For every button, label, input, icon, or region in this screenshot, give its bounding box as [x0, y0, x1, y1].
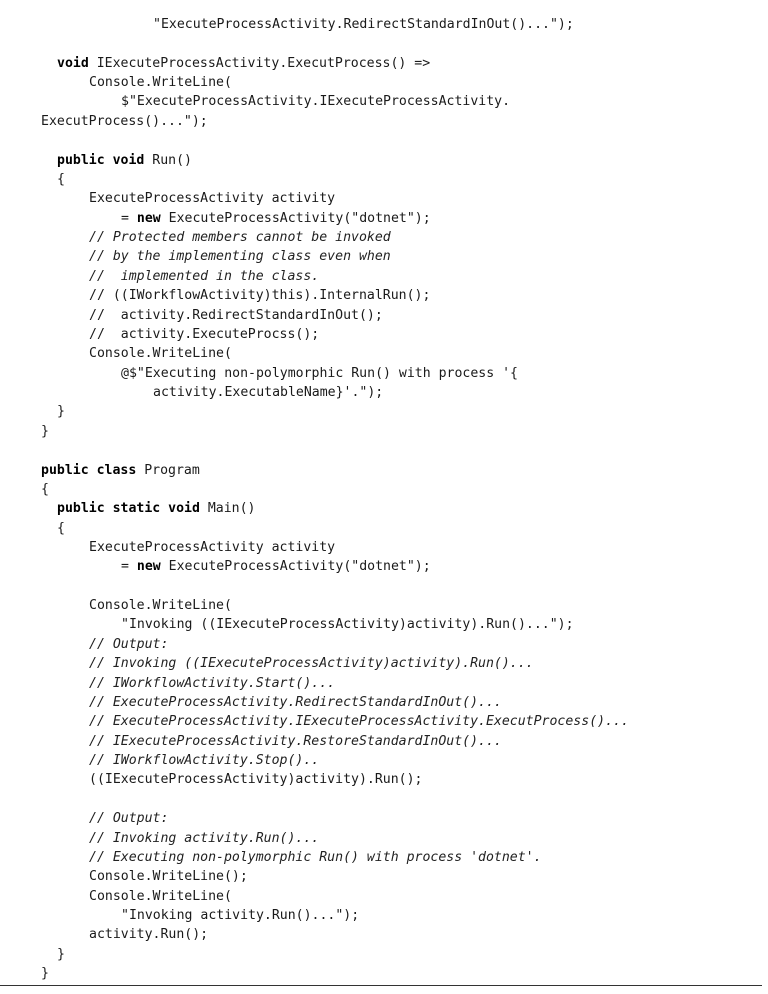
code-text: ExecuteProcessActivity activity [89, 539, 336, 555]
code-text: $"ExecuteProcessActivity.IExecuteProcessActivity. [121, 94, 511, 110]
code-line [153, 383, 383, 403]
code-line [89, 867, 248, 887]
code-line [41, 461, 200, 481]
code-line [57, 170, 65, 190]
code-text: ExecuteProcessActivity("dotnet"); [160, 210, 431, 226]
code-text: { [41, 481, 49, 497]
code-comment: // Invoking activity.Run()... [89, 830, 320, 846]
code-line [89, 247, 391, 267]
code-comment: // ExecuteProcessActivity.RedirectStandardInOut()... [89, 694, 502, 710]
code-comment: // IExecuteProcessActivity.RestoreStandardInOut()... [89, 733, 502, 749]
code-line [89, 267, 319, 287]
code-line [121, 615, 574, 635]
code-text: Run() [144, 152, 192, 168]
code-comment: // IWorkflowActivity.Start()... [89, 675, 336, 691]
code-line [89, 189, 335, 209]
code-comment: // Output: [89, 811, 169, 827]
code-line [89, 887, 232, 907]
code-line [89, 809, 168, 829]
code-line [57, 499, 256, 519]
code-line [41, 112, 208, 132]
code-line [89, 306, 383, 326]
code-line [89, 538, 335, 558]
code-line [57, 151, 192, 171]
code-text: Console.WriteLine( [89, 888, 232, 904]
code-line [41, 964, 49, 984]
code-comment: // IWorkflowActivity.Stop().. [89, 753, 320, 769]
code-keyword: public static void [57, 501, 200, 517]
code-keyword: new [136, 559, 161, 575]
code-line [89, 635, 168, 655]
code-line [89, 712, 629, 732]
code-text: } [41, 966, 49, 982]
code-text: "ExecuteProcessActivity.RedirectStandardInOut()..."); [153, 17, 574, 32]
code-line [121, 906, 359, 926]
code-line [41, 422, 49, 442]
code-line [89, 228, 391, 248]
code-line [57, 54, 430, 74]
code-text: ExecuteProcessActivity activity [89, 191, 336, 207]
code-line [41, 480, 49, 500]
code-text: { [57, 520, 65, 536]
code-line [89, 654, 534, 674]
code-line [153, 15, 574, 35]
code-line [121, 364, 518, 384]
code-comment: // Invoking ((IExecuteProcessActivity)activity).Run()... [89, 656, 534, 672]
code-text: Console.WriteLine(); [89, 869, 248, 885]
code-text: Console.WriteLine( [89, 598, 232, 614]
code-keyword: new [136, 210, 161, 226]
code-text: Program [136, 462, 200, 478]
code-text: } [41, 423, 49, 439]
code-text: { [57, 171, 65, 187]
code-text: ExecuteProcessActivity("dotnet"); [160, 559, 431, 575]
code-text: // activity.RedirectStandardInOut(); [89, 307, 383, 323]
code-comment: // ExecuteProcessActivity.IExecuteProcessActivity.ExecutProcess()... [89, 714, 629, 730]
code-line [89, 596, 232, 616]
code-text: ExecutProcess()..."); [41, 113, 208, 129]
code-text: "Invoking ((IExecuteProcessActivity)activity).Run()..."); [121, 617, 574, 633]
code-text: } [57, 404, 65, 420]
code-line [89, 770, 422, 790]
code-line [89, 829, 319, 849]
code-text: Console.WriteLine( [89, 75, 232, 91]
code-line [89, 693, 502, 713]
code-line [57, 519, 65, 539]
code-line [121, 557, 431, 577]
code-text: = [121, 210, 137, 226]
code-text: activity.Run(); [89, 927, 209, 943]
code-keyword: public void [57, 152, 145, 168]
code-text: activity.ExecutableName}'."); [153, 385, 384, 401]
code-line [89, 848, 542, 868]
code-text: Console.WriteLine( [89, 346, 232, 362]
code-comment: // Executing non-polymorphic Run() with process 'dotnet'. [89, 849, 542, 865]
code-text: "Invoking activity.Run()..."); [121, 908, 360, 924]
code-line [57, 945, 65, 965]
code-line [89, 286, 430, 306]
code-line [89, 674, 335, 694]
code-line [89, 325, 319, 345]
code-line [121, 209, 431, 229]
code-keyword: public class [41, 462, 137, 478]
code-text: ((IExecuteProcessActivity)activity).Run(); [89, 772, 423, 788]
code-text: Main() [199, 501, 256, 517]
bottom-divider [0, 985, 762, 986]
code-text: IExecuteProcessActivity.ExecutProcess() => [88, 55, 431, 71]
code-text: } [57, 946, 65, 962]
code-line [89, 925, 208, 945]
code-text: = [121, 559, 137, 575]
code-line [57, 402, 65, 422]
code-line [89, 732, 502, 752]
code-line [89, 73, 232, 93]
code-keyword: void [57, 55, 89, 71]
code-text: @$"Executing non-polymorphic Run() with process '{ [121, 365, 518, 381]
code-comment: // Output: [89, 636, 169, 652]
code-text: // ((IWorkflowActivity)this).InternalRun(); [89, 288, 431, 304]
code-comment: // by the implementing class even when [89, 249, 391, 265]
code-comment: // implemented in the class. [89, 268, 320, 284]
code-line [121, 92, 510, 112]
code-line [89, 751, 319, 771]
code-text: // activity.ExecuteProcss(); [89, 326, 320, 342]
code-comment: // Protected members cannot be invoked [89, 230, 391, 246]
code-line [89, 344, 232, 364]
